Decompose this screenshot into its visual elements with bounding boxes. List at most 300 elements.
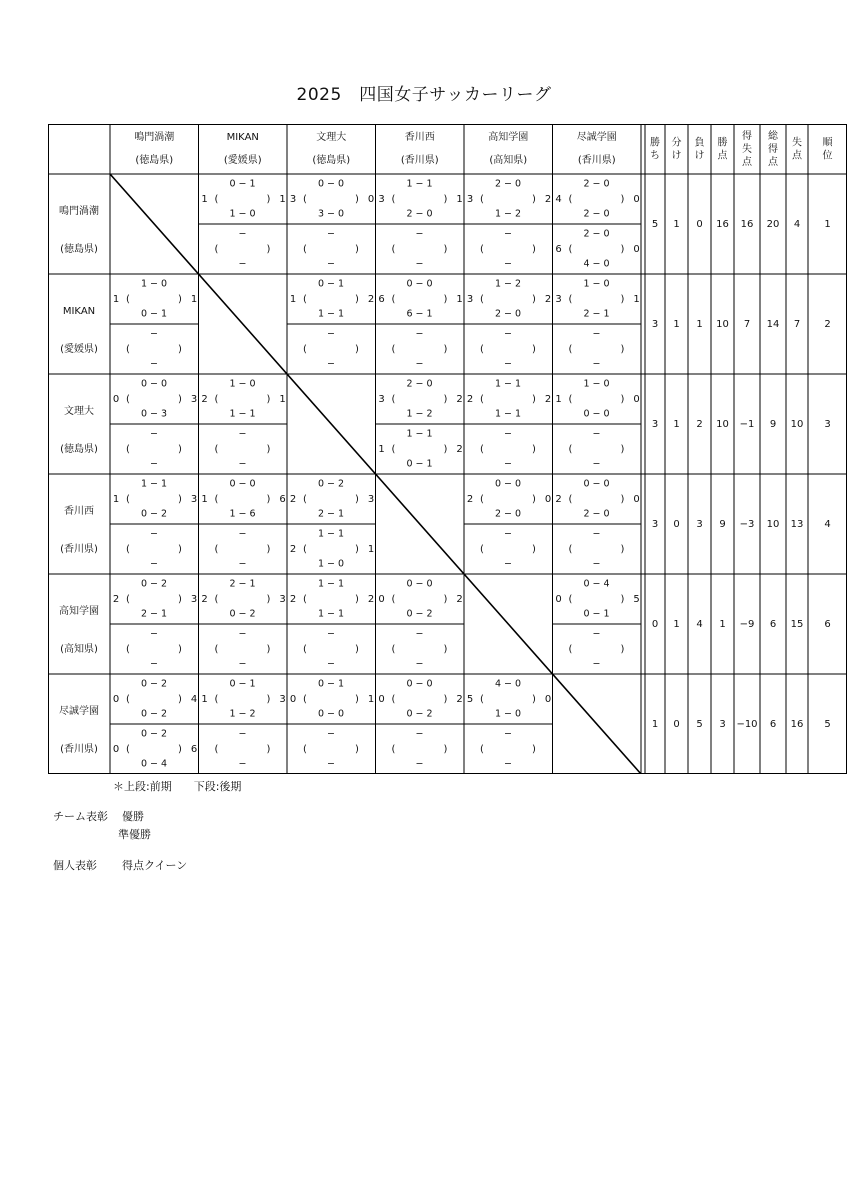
- stat-value: 4: [824, 519, 831, 530]
- paren: ): [532, 194, 536, 205]
- total-score-right: 1: [367, 694, 375, 705]
- half-score: 0 − 1: [317, 278, 345, 290]
- row-team-name: 鳴門渦潮: [59, 206, 99, 217]
- header-team-name: 尽誠学園: [576, 132, 617, 143]
- half-score: 2 − 0: [583, 508, 610, 520]
- half-score: −: [238, 628, 247, 640]
- stat-value: 1: [719, 619, 726, 630]
- half-score: −: [504, 328, 512, 340]
- paren: (: [126, 594, 130, 605]
- half-score: 0 − 0: [583, 408, 610, 420]
- half-score: 1 − 0: [229, 208, 256, 220]
- total-score-right: 0: [367, 194, 375, 205]
- paren: ): [178, 544, 182, 555]
- half-score: 2 − 0: [583, 178, 610, 190]
- paren: ): [532, 544, 536, 555]
- stat-value: 6: [769, 719, 777, 730]
- paren: ): [266, 194, 271, 205]
- half-score: 0 − 0: [317, 178, 345, 190]
- paren: (: [480, 694, 484, 705]
- half-score: 1 − 1: [140, 478, 168, 490]
- total-score-left: 1: [201, 194, 208, 205]
- header-team-name: MIKAN: [226, 132, 259, 143]
- paren: ): [532, 694, 536, 705]
- award-top-scorer: 得点クイーン: [122, 859, 188, 872]
- row-team-pref: (香川県): [60, 544, 98, 555]
- half-score: −: [327, 328, 335, 340]
- half-score: −: [150, 458, 158, 470]
- header-team-name: 高知学園: [488, 132, 529, 143]
- half-score: −: [504, 258, 512, 270]
- total-score-left: 3: [289, 194, 297, 205]
- half-score: −: [415, 328, 424, 340]
- paren: (: [126, 644, 130, 655]
- paren: (: [126, 344, 130, 355]
- row-team-name: 尽誠学園: [59, 706, 99, 717]
- paren: ): [443, 644, 448, 655]
- page-title: 2025 四国女子サッカーリーグ: [296, 85, 552, 105]
- half-score: −: [327, 628, 335, 640]
- half-score: −: [504, 458, 512, 470]
- half-score: −: [592, 528, 601, 540]
- paren: (: [480, 194, 484, 205]
- stat-header-char: 得: [742, 131, 752, 142]
- total-score-right: 2: [456, 594, 463, 605]
- half-score: 2 − 0: [494, 178, 522, 190]
- half-score: 0 − 0: [317, 708, 345, 720]
- paren: (: [568, 244, 573, 255]
- half-score: 1 − 1: [229, 408, 256, 420]
- half-score: −: [238, 758, 247, 770]
- half-score: −: [327, 758, 335, 770]
- paren: ): [443, 394, 448, 405]
- half-score: −: [238, 258, 247, 270]
- half-score: −: [592, 358, 601, 370]
- total-score-left: 3: [378, 194, 385, 205]
- half-score: −: [327, 358, 335, 370]
- half-score: −: [504, 228, 512, 240]
- stat-value: 3: [719, 719, 726, 730]
- half-score: 0 − 3: [140, 408, 168, 420]
- stat-value: 3: [651, 419, 659, 430]
- row-team-pref: (徳島県): [60, 444, 98, 455]
- total-score-right: 6: [190, 744, 198, 755]
- stat-value: 15: [790, 619, 804, 630]
- half-score: −: [592, 328, 601, 340]
- half-score: 0 − 2: [140, 708, 168, 720]
- half-score: −: [327, 728, 335, 740]
- paren: ): [266, 744, 271, 755]
- stat-value: −3: [739, 519, 755, 530]
- half-score: 1 − 0: [229, 378, 256, 390]
- header-team-name: 文理大: [316, 132, 347, 143]
- paren: ): [532, 394, 536, 405]
- paren: (: [568, 344, 573, 355]
- total-score-left: 0: [112, 744, 120, 755]
- paren: ): [532, 244, 536, 255]
- stat-value: 7: [743, 319, 751, 330]
- stat-value: 7: [793, 319, 801, 330]
- total-score-left: 1: [378, 444, 385, 455]
- total-score-left: 3: [378, 394, 385, 405]
- half-score: −: [238, 658, 247, 670]
- paren: ): [355, 694, 359, 705]
- paren: ): [532, 294, 536, 305]
- total-score-right: 0: [633, 194, 640, 205]
- half-score: 0 − 1: [229, 678, 256, 690]
- paren: (: [480, 494, 484, 505]
- paren: (: [126, 294, 130, 305]
- half-score: −: [238, 458, 247, 470]
- half-score: −: [504, 728, 512, 740]
- paren: (: [303, 544, 307, 555]
- total-score-left: 2: [555, 494, 562, 505]
- paren: ): [178, 694, 182, 705]
- half-score: −: [504, 528, 512, 540]
- total-score-right: 2: [544, 294, 552, 305]
- paren: (: [391, 394, 396, 405]
- half-score: −: [415, 258, 424, 270]
- paren: ): [178, 294, 182, 305]
- stat-value: 0: [673, 519, 680, 530]
- paren: ): [355, 244, 359, 255]
- half-score: 1 − 0: [140, 278, 168, 290]
- total-score-left: 3: [466, 294, 474, 305]
- paren: (: [214, 394, 219, 405]
- paren: ): [266, 444, 271, 455]
- half-score: 0 − 4: [140, 758, 168, 770]
- half-score: 1 − 6: [229, 508, 256, 520]
- stat-value: 6: [769, 619, 777, 630]
- total-score-right: 1: [367, 544, 375, 555]
- paren: ): [266, 644, 271, 655]
- total-score-right: 1: [190, 294, 198, 305]
- header-team-name: 鳴門渦潮: [134, 132, 175, 143]
- total-score-left: 2: [289, 494, 297, 505]
- total-score-left: 4: [555, 194, 562, 205]
- stat-header-char: 点: [717, 150, 728, 162]
- paren: (: [214, 494, 219, 505]
- half-score: 2 − 0: [583, 208, 610, 220]
- half-score: −: [150, 328, 158, 340]
- stat-value: −9: [739, 619, 755, 630]
- half-score: 0 − 2: [140, 578, 168, 590]
- total-score-left: 1: [289, 294, 297, 305]
- paren: (: [303, 744, 307, 755]
- paren: ): [443, 244, 448, 255]
- stat-value: 3: [696, 519, 703, 530]
- stat-value: 4: [793, 219, 801, 230]
- half-score: 1 − 2: [229, 708, 256, 720]
- header-team-pref: (高知県): [489, 155, 528, 166]
- stat-value: 5: [824, 719, 831, 730]
- half-score: −: [592, 428, 601, 440]
- half-score: 2 − 1: [317, 508, 345, 520]
- half-score: 0 − 0: [406, 678, 433, 690]
- half-score: 1 − 2: [494, 208, 522, 220]
- stat-value: −10: [736, 719, 758, 730]
- total-score-left: 0: [555, 594, 562, 605]
- total-score-right: 2: [456, 444, 463, 455]
- half-score: −: [504, 758, 512, 770]
- stat-value: 13: [790, 519, 804, 530]
- total-score-left: 0: [112, 694, 120, 705]
- paren: ): [532, 494, 536, 505]
- paren: (: [568, 294, 573, 305]
- stat-value: 1: [673, 419, 680, 430]
- total-score-left: 6: [378, 294, 385, 305]
- row-team-pref: (高知県): [60, 644, 98, 655]
- paren: ): [532, 444, 536, 455]
- stat-header-char: 点: [742, 157, 752, 168]
- stat-header-char: 勝: [650, 137, 660, 149]
- half-score: 2 − 0: [583, 228, 610, 240]
- paren: (: [126, 494, 130, 505]
- half-score: 0 − 2: [317, 478, 345, 490]
- half-score: 1 − 0: [317, 558, 345, 570]
- paren: ): [620, 394, 625, 405]
- stat-value: 1: [673, 619, 680, 630]
- half-score: 1 − 1: [494, 378, 522, 390]
- paren: (: [480, 294, 484, 305]
- half-score: 2 − 1: [583, 308, 610, 320]
- half-score: 0 − 2: [406, 708, 433, 720]
- stat-header-char: 勝: [717, 137, 728, 149]
- stat-value: 1: [673, 219, 680, 230]
- total-score-left: 2: [466, 394, 474, 405]
- paren: (: [126, 544, 130, 555]
- total-score-right: 5: [633, 594, 640, 605]
- row-team-pref: (愛媛県): [60, 344, 98, 355]
- header-team-pref: (愛媛県): [223, 155, 262, 166]
- total-score-left: 2: [201, 594, 208, 605]
- half-score: −: [415, 658, 424, 670]
- paren: (: [391, 594, 396, 605]
- paren: (: [303, 294, 307, 305]
- total-score-left: 0: [289, 694, 297, 705]
- paren: (: [480, 544, 484, 555]
- stat-value: −1: [739, 419, 755, 430]
- half-score: 4 − 0: [583, 258, 610, 270]
- paren: (: [391, 694, 396, 705]
- paren: ): [178, 394, 182, 405]
- team-awards-label: チーム表彰: [53, 810, 108, 823]
- paren: (: [214, 644, 219, 655]
- paren: (: [391, 744, 396, 755]
- half-score: −: [415, 228, 424, 240]
- paren: (: [391, 644, 396, 655]
- stat-value: 0: [696, 219, 703, 230]
- stat-value: 1: [696, 319, 703, 330]
- half-score: 1 − 1: [406, 178, 433, 190]
- stat-value: 9: [769, 419, 777, 430]
- stat-value: 3: [651, 319, 659, 330]
- paren: (: [391, 294, 396, 305]
- paren: ): [443, 594, 448, 605]
- half-score: −: [327, 658, 335, 670]
- stat-value: 0: [651, 619, 659, 630]
- half-score: 2 − 0: [494, 308, 522, 320]
- footnote: ＊上段:前期 下段:後期: [113, 780, 242, 793]
- row-team-name: 高知学園: [59, 606, 99, 617]
- total-score-right: 3: [279, 694, 286, 705]
- total-score-left: 1: [201, 694, 208, 705]
- half-score: 1 − 2: [406, 408, 433, 420]
- paren: ): [620, 494, 625, 505]
- half-score: −: [150, 628, 158, 640]
- half-score: 3 − 0: [317, 208, 345, 220]
- paren: ): [443, 444, 448, 455]
- paren: ): [355, 544, 359, 555]
- header-team-name: 香川西: [404, 132, 435, 143]
- total-score-left: 0: [378, 694, 385, 705]
- header-team-pref: (香川県): [577, 155, 616, 166]
- paren: ): [443, 194, 448, 205]
- paren: ): [355, 744, 359, 755]
- paren: (: [214, 594, 219, 605]
- stat-value: 2: [696, 419, 703, 430]
- half-score: 0 − 0: [583, 478, 610, 490]
- paren: ): [355, 344, 359, 355]
- paren: (: [214, 194, 219, 205]
- total-score-right: 1: [456, 294, 463, 305]
- stat-header-char: け: [694, 150, 705, 162]
- paren: (: [391, 344, 396, 355]
- paren: ): [620, 544, 625, 555]
- paren: ): [355, 644, 359, 655]
- paren: (: [568, 444, 573, 455]
- paren: (: [303, 644, 307, 655]
- paren: ): [355, 594, 359, 605]
- stat-header-char: 点: [768, 157, 778, 168]
- total-score-right: 2: [367, 594, 375, 605]
- stat-value: 14: [766, 319, 780, 330]
- total-score-right: 4: [190, 694, 198, 705]
- half-score: 1 − 1: [317, 528, 345, 540]
- stat-value: 9: [719, 519, 726, 530]
- total-score-right: 3: [279, 594, 286, 605]
- paren: ): [443, 744, 448, 755]
- paren: (: [568, 494, 573, 505]
- stat-value: 10: [766, 519, 780, 530]
- paren: (: [391, 194, 396, 205]
- half-score: −: [415, 728, 424, 740]
- league-table: [48, 124, 847, 774]
- half-score: −: [238, 728, 247, 740]
- stat-header-char: 点: [792, 150, 802, 162]
- paren: ): [266, 694, 271, 705]
- half-score: −: [592, 658, 601, 670]
- half-score: 4 − 0: [494, 678, 522, 690]
- half-score: 1 − 0: [583, 378, 610, 390]
- half-score: 1 − 1: [317, 578, 345, 590]
- total-score-left: 2: [289, 544, 297, 555]
- stat-value: 5: [651, 219, 659, 230]
- paren: ): [178, 594, 182, 605]
- paren: ): [443, 694, 448, 705]
- paren: (: [126, 394, 130, 405]
- individual-awards-label: 個人表彰: [53, 859, 97, 872]
- total-score-left: 2: [201, 394, 208, 405]
- half-score: −: [238, 228, 247, 240]
- paren: (: [391, 444, 396, 455]
- stat-value: 4: [696, 619, 703, 630]
- stat-value: 16: [716, 219, 729, 230]
- paren: ): [355, 294, 359, 305]
- half-score: 0 − 1: [140, 308, 168, 320]
- paren: ): [355, 194, 359, 205]
- paren: ): [532, 344, 536, 355]
- half-score: 1 − 0: [494, 708, 522, 720]
- paren: (: [126, 444, 130, 455]
- row-team-name: MIKAN: [62, 306, 96, 317]
- stat-value: 3: [651, 519, 659, 530]
- total-score-right: 2: [456, 394, 463, 405]
- total-score-left: 2: [112, 594, 120, 605]
- half-score: −: [327, 258, 335, 270]
- total-score-right: 2: [544, 194, 552, 205]
- stat-value: 16: [740, 219, 754, 230]
- total-score-left: 2: [289, 594, 297, 605]
- half-score: 0 − 0: [140, 378, 168, 390]
- total-score-left: 0: [378, 594, 385, 605]
- paren: ): [266, 244, 271, 255]
- paren: (: [480, 444, 484, 455]
- paren: ): [178, 444, 182, 455]
- header-team-pref: (香川県): [400, 155, 439, 166]
- stat-header-char: ち: [650, 150, 660, 162]
- half-score: 1 − 1: [494, 408, 522, 420]
- half-score: 0 − 0: [406, 578, 433, 590]
- total-score-right: 1: [633, 294, 640, 305]
- paren: ): [355, 494, 359, 505]
- total-score-right: 3: [190, 594, 198, 605]
- half-score: −: [415, 628, 424, 640]
- stat-value: 1: [824, 219, 831, 230]
- total-score-right: 0: [544, 494, 552, 505]
- half-score: −: [150, 658, 158, 670]
- stat-header-char: 分: [671, 137, 682, 149]
- paren: (: [480, 744, 484, 755]
- total-score-right: 6: [279, 494, 286, 505]
- half-score: 2 − 0: [494, 508, 522, 520]
- stat-header-char: 得: [768, 144, 778, 155]
- stat-value: 10: [790, 419, 804, 430]
- award-champion: 優勝: [122, 810, 144, 823]
- paren: ): [443, 344, 448, 355]
- half-score: 1 − 2: [494, 278, 522, 290]
- total-score-left: 6: [555, 244, 562, 255]
- stat-value: 16: [790, 719, 804, 730]
- paren: (: [214, 694, 219, 705]
- total-score-left: 0: [112, 394, 120, 405]
- half-score: 2 − 0: [406, 208, 433, 220]
- half-score: 0 − 2: [229, 608, 256, 620]
- paren: ): [620, 344, 625, 355]
- paren: ): [532, 744, 536, 755]
- total-score-right: 3: [367, 494, 375, 505]
- half-score: −: [415, 758, 424, 770]
- paren: (: [303, 594, 307, 605]
- total-score-left: 3: [466, 194, 474, 205]
- half-score: 2 − 1: [229, 578, 256, 590]
- paren: (: [480, 394, 484, 405]
- half-score: −: [504, 358, 512, 370]
- half-score: 0 − 0: [229, 478, 256, 490]
- half-score: −: [238, 528, 247, 540]
- paren: (: [126, 694, 130, 705]
- paren: (: [568, 544, 573, 555]
